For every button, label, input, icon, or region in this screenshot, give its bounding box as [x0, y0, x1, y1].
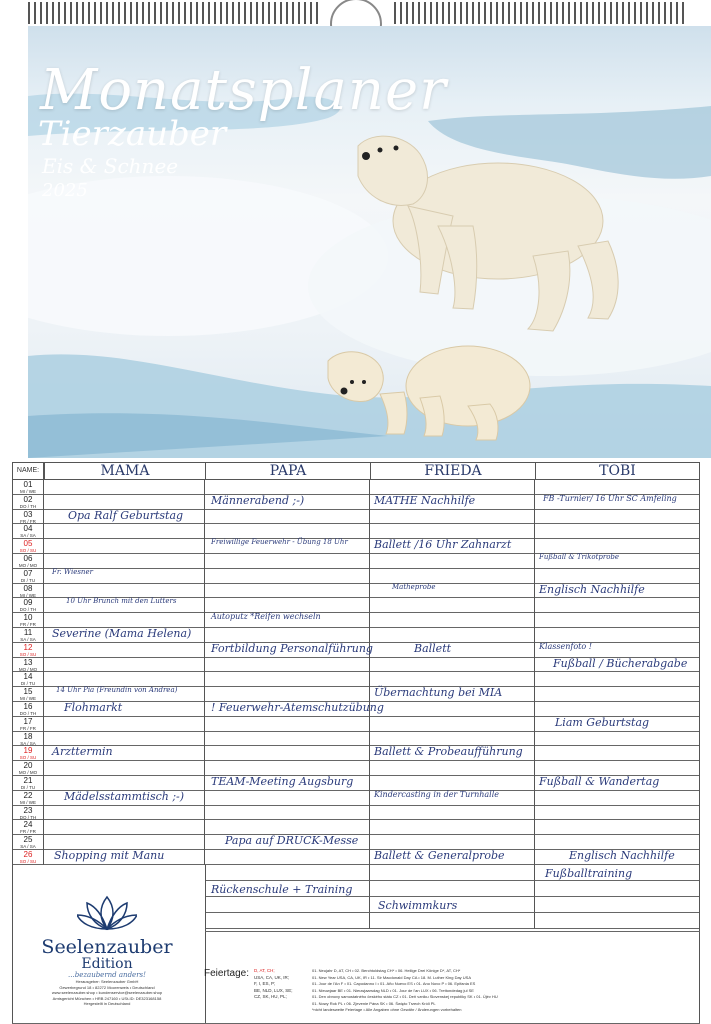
entry-cell-frieda[interactable]	[370, 554, 535, 569]
entry-cell-mama[interactable]	[44, 672, 205, 687]
day-number: 12	[23, 642, 33, 652]
day-number: 17	[23, 716, 33, 726]
entry-cell-frieda[interactable]	[370, 613, 535, 628]
entry-cell-frieda[interactable]	[370, 835, 535, 850]
name-header: NAME:	[12, 462, 44, 480]
day-number: 11	[23, 628, 33, 637]
day-cell	[12, 687, 44, 702]
holiday-code: BE, NLD, LUX, SE;	[254, 987, 293, 993]
day-cell	[12, 480, 44, 495]
planner-entry-tobi: FB -Turnier/ 16 Uhr SC Amfeling	[543, 493, 677, 503]
day-cell	[12, 746, 44, 761]
entry-cell-papa[interactable]	[205, 732, 370, 747]
entry-cell-tobi[interactable]	[535, 732, 700, 747]
day-cell	[12, 850, 44, 865]
weekday-label: DO / TH	[19, 814, 37, 820]
entry-cell-frieda[interactable]	[370, 510, 535, 525]
weekday-label: MO / MO	[18, 563, 38, 568]
day-number: 15	[23, 687, 33, 697]
entry-cell-papa[interactable]	[205, 510, 370, 525]
planner-entry-papa: Rückenschule + Training	[211, 882, 353, 896]
entry-cell-papa[interactable]	[205, 806, 370, 821]
publisher-logo	[32, 895, 182, 1020]
entry-cell-papa[interactable]	[205, 584, 370, 599]
day-cell	[12, 613, 44, 628]
entry-cell-tobi[interactable]	[535, 835, 700, 850]
entry-cell-mama[interactable]	[44, 806, 205, 821]
day-number: 13	[23, 657, 33, 667]
planner-entry-tobi: Fußballtraining	[545, 866, 633, 880]
planner-entry-tobi: Liam Geburtstag	[555, 715, 650, 729]
entry-cell-frieda[interactable]	[370, 806, 535, 821]
planner-entry-frieda: Ballett	[414, 641, 452, 655]
holiday-list	[312, 968, 697, 1014]
entry-cell-frieda[interactable]	[370, 761, 535, 776]
weekday-label: DI / TU	[20, 785, 36, 790]
holiday-line: *nicht landesweite Feiertage • Alle Angaben ohne Gewähr / Änderungen vorbehalten	[312, 1007, 462, 1012]
entry-cell-papa[interactable]	[205, 687, 370, 702]
court-line: Amtsgericht München • HRB 247160 • USt-ID: DE323168158	[52, 995, 162, 1001]
planner-entry-papa: Fortbildung Personalführung	[211, 641, 373, 655]
day-number: 01	[23, 480, 33, 489]
entry-cell-mama[interactable]	[44, 717, 205, 732]
day-row	[12, 524, 700, 539]
entry-cell-papa[interactable]	[205, 524, 370, 539]
entry-cell-mama[interactable]	[44, 835, 205, 850]
day-cell	[12, 628, 44, 643]
entry-cell-papa[interactable]	[205, 628, 370, 643]
day-number: 20	[23, 761, 33, 771]
entry-cell-tobi[interactable]	[535, 702, 700, 717]
entry-cell-tobi[interactable]	[535, 628, 700, 643]
day-cell	[12, 569, 44, 584]
day-number: 16	[23, 702, 33, 711]
day-cell	[12, 598, 44, 613]
day-row	[12, 569, 700, 584]
weekday-label: DI / TU	[20, 577, 36, 583]
weekday-label: DI / TU	[20, 681, 36, 687]
entry-cell-tobi[interactable]	[535, 598, 700, 613]
day-number: 04	[23, 524, 33, 534]
extra-cell[interactable]	[535, 897, 700, 913]
day-cell	[12, 658, 44, 673]
weekday-label: SA / SA	[20, 533, 36, 539]
entry-cell-frieda[interactable]	[370, 672, 535, 687]
entry-cell-papa[interactable]	[205, 717, 370, 732]
extra-cell[interactable]	[370, 881, 535, 897]
weekday-label: FR / FR	[20, 518, 36, 524]
entry-cell-tobi[interactable]	[535, 539, 700, 554]
planner-entry-papa: ! Feuerwehr-Atemschutzübung	[211, 701, 384, 714]
planner-entry-tobi: Fußball & Wandertag	[539, 775, 660, 788]
cover-subtitle-2: Eis & Schnee	[42, 154, 179, 178]
entry-cell-tobi[interactable]	[535, 510, 700, 525]
day-cell	[12, 732, 44, 747]
holiday-line: 01. Den obnovy samostatného českého státu CZ • 01. Deň vzniku Slovenskej republiky SK • 01. Újév HU	[312, 994, 498, 999]
day-row	[12, 746, 700, 761]
entry-cell-tobi[interactable]	[535, 806, 700, 821]
extra-cell[interactable]	[370, 865, 535, 881]
weekday-label: DO / TH	[19, 607, 37, 613]
brand-edition: Edition	[81, 956, 133, 972]
planner-entry-frieda: Ballett /16 Uhr Zahnarzt	[374, 538, 512, 552]
holiday-line: 01. Nowy Rok PL • 06. Zjevenie Pána SK • 06. Święto Trzech Króli PL	[312, 1000, 436, 1006]
entry-cell-mama[interactable]	[44, 554, 205, 569]
spiral-binding	[0, 0, 711, 28]
holiday-line: 01. New Year USA, CA, UK, IR • 11. Sir Macdonald Day CA • 18. M. Luther King Day USA	[312, 974, 472, 980]
entry-cell-papa[interactable]	[205, 554, 370, 569]
day-cell	[12, 835, 44, 850]
holiday-line: 01. Jour de l'An F • 01. Capodanno I • 01. Año Nuevo ES • 01. Ano Novo P • 06. Epifania ES	[312, 981, 476, 986]
column-header-tobi: TOBI	[535, 462, 700, 480]
day-cell	[12, 820, 44, 835]
planner-entry-mama: Flohmarkt	[64, 701, 123, 714]
holidays-label: Feiertage:	[204, 968, 250, 979]
publisher-line: Herausgeber: Seelenzauber GmbH	[75, 979, 139, 984]
brand-name: Seelenzauber	[41, 936, 173, 958]
entry-cell-frieda[interactable]	[370, 732, 535, 747]
day-number: 21	[23, 776, 33, 785]
planner-entry-tobi: Fußball & Trikotprobe	[539, 553, 620, 561]
entry-cell-mama[interactable]	[44, 658, 205, 673]
entry-cell-frieda[interactable]	[370, 480, 535, 495]
day-cell	[12, 554, 44, 569]
weekday-label: MI / WE	[20, 489, 36, 494]
day-number: 08	[23, 583, 33, 593]
day-cell	[12, 806, 44, 821]
entry-cell-papa[interactable]	[205, 672, 370, 687]
weekday-label: MI / WE	[20, 592, 36, 598]
planner-entry-frieda: Übernachtung bei MIA	[374, 686, 503, 700]
entry-cell-tobi[interactable]	[535, 569, 700, 584]
entry-cell-tobi[interactable]	[535, 791, 700, 806]
weekday-label: MO / MO	[18, 770, 38, 776]
planner-entry-tobi: Englisch Nachhilfe	[569, 849, 675, 862]
entry-cell-frieda[interactable]	[370, 643, 535, 658]
day-cell	[12, 702, 44, 717]
made-line: Hergestellt in Deutschland	[83, 1001, 131, 1006]
entry-cell-mama[interactable]	[44, 584, 205, 599]
planner-entry-mama: 10 Uhr Brunch mit den Lutters	[66, 597, 177, 606]
brand-tagline: ...bezaubernd anders!	[68, 971, 146, 979]
day-row	[12, 613, 700, 628]
entry-cell-papa[interactable]	[205, 569, 370, 584]
entry-cell-frieda[interactable]	[370, 658, 535, 673]
entry-cell-papa[interactable]	[205, 761, 370, 776]
day-number: 25	[23, 835, 33, 845]
entry-cell-papa[interactable]	[205, 658, 370, 673]
day-row	[12, 732, 700, 747]
entry-cell-tobi[interactable]	[535, 613, 700, 628]
day-number: 02	[23, 494, 33, 504]
entry-cell-mama[interactable]	[44, 732, 205, 747]
entry-cell-papa[interactable]	[205, 746, 370, 761]
holiday-code: F, I, ES, P;	[254, 981, 276, 986]
day-number: 05	[23, 539, 33, 549]
entry-cell-mama[interactable]	[44, 613, 205, 628]
entry-cell-papa[interactable]	[205, 791, 370, 806]
planner-entry-frieda: Ballett & Generalprobe	[374, 849, 505, 862]
day-number: 10	[23, 613, 33, 623]
day-row	[12, 672, 700, 687]
planner-entry-papa: Freiwillige Feuerwehr - Übung 18 Uhr	[211, 538, 348, 547]
entry-cell-mama[interactable]	[44, 776, 205, 791]
entry-cell-frieda[interactable]	[370, 717, 535, 732]
extra-cell[interactable]	[205, 865, 370, 881]
holiday-line: 01. Nieuwjaar BE • 01. Nieuwjaarsdag NLD • 01. Jour de l'an LUX • 06. Trettondedag jul SE	[312, 987, 474, 993]
holiday-country-codes	[254, 968, 306, 1001]
entry-cell-tobi[interactable]	[535, 480, 700, 495]
planner-entry-papa: Autoputz *Reifen wechseln	[211, 612, 321, 622]
planner-entry-frieda: Ballett & Probeaufführung	[374, 745, 523, 759]
entry-cell-tobi[interactable]	[535, 746, 700, 761]
weekday-label: DO / TH	[19, 711, 37, 716]
entry-cell-papa[interactable]	[205, 850, 370, 865]
entry-cell-mama[interactable]	[44, 539, 205, 554]
holiday-code: USA, CA, UK, IR;	[254, 974, 290, 980]
planner-entry-papa: Männerabend ;-)	[211, 493, 305, 507]
day-number: 23	[23, 805, 33, 815]
planner-entry-papa: TEAM-Meeting Augsburg	[211, 775, 354, 788]
day-row	[12, 761, 700, 776]
day-row	[12, 820, 700, 835]
day-cell	[12, 495, 44, 510]
day-cell	[12, 672, 44, 687]
weekday-label: SO / SU	[19, 548, 37, 554]
table-left-border	[12, 462, 13, 1024]
day-row	[12, 539, 700, 554]
day-cell	[12, 717, 44, 732]
column-header-papa: PAPA	[205, 462, 371, 480]
entry-cell-frieda[interactable]	[370, 569, 535, 584]
day-cell	[12, 539, 44, 554]
weekday-label: DO / TH	[19, 503, 37, 509]
entry-cell-mama[interactable]	[44, 643, 205, 658]
entry-cell-frieda[interactable]	[370, 598, 535, 613]
table-right-border	[699, 462, 700, 1024]
day-cell	[12, 776, 44, 791]
weekday-label: SO / SU	[19, 755, 37, 761]
entry-cell-mama[interactable]	[44, 761, 205, 776]
planner-entry-mama: Arzttermin	[52, 745, 113, 759]
entry-cell-frieda[interactable]	[370, 776, 535, 791]
day-number: 22	[23, 790, 33, 800]
extra-cell[interactable]	[205, 913, 370, 929]
address-line: Gewerbegrund 18 • 82272 Moorenweis • Deutschland	[59, 984, 155, 990]
weekday-label: MI / WE	[20, 696, 36, 702]
day-number: 09	[23, 598, 33, 608]
extra-cell[interactable]	[370, 913, 535, 929]
day-cell	[12, 510, 44, 525]
cover-photo	[28, 26, 711, 458]
weekday-label: MI / WE	[20, 799, 36, 805]
planner-entry-mama: Opa Ralf Geburtstag	[68, 508, 184, 522]
planner-entry-mama: Severine (Mama Helena)	[52, 627, 192, 640]
planner-entry-tobi: Fußball / Bücherabgabe	[553, 656, 688, 670]
day-cell	[12, 761, 44, 776]
day-row	[12, 480, 700, 495]
day-number: 07	[23, 568, 33, 578]
entry-cell-mama[interactable]	[44, 495, 205, 510]
entry-cell-tobi[interactable]	[535, 524, 700, 539]
planner-entry-frieda: MATHE Nachhilfe	[374, 493, 476, 507]
extra-cell[interactable]	[535, 881, 700, 897]
cover-subtitle: Tierzauber	[38, 114, 227, 154]
holiday-code: CZ, SK, HU, PL;	[254, 994, 287, 999]
day-number: 03	[23, 509, 33, 519]
planner-entry-mama: Fr. Wiesner	[52, 567, 93, 576]
column-header-mama: MAMA	[44, 462, 206, 480]
cover-title: Monatsplaner	[40, 58, 447, 123]
planner-entry-frieda: Matheprobe	[392, 582, 436, 591]
day-number: 19	[23, 746, 33, 756]
entry-cell-mama[interactable]	[44, 820, 205, 835]
lotus-icon	[77, 895, 137, 933]
footer-top-line	[205, 931, 700, 932]
day-number: 14	[23, 672, 33, 682]
entry-cell-papa[interactable]	[205, 598, 370, 613]
weekday-label: MO / MO	[18, 666, 38, 672]
holiday-code: D, AT, CH;	[254, 968, 275, 973]
planner-entry-mama: 14 Uhr Pia (Freundin von Andrea)	[56, 686, 178, 695]
day-cell	[12, 584, 44, 599]
extra-cell[interactable]	[535, 913, 700, 929]
weekday-label: SA / SA	[20, 637, 36, 642]
day-number: 06	[23, 554, 33, 563]
entry-cell-tobi[interactable]	[535, 687, 700, 702]
entry-cell-tobi[interactable]	[535, 761, 700, 776]
weekday-label: SO / SU	[19, 651, 37, 657]
planner-entry-frieda: Kindercasting in der Turnhalle	[374, 789, 500, 799]
entry-cell-mama[interactable]	[44, 524, 205, 539]
planner-entry-tobi: Englisch Nachhilfe	[539, 582, 645, 596]
entry-cell-frieda[interactable]	[370, 820, 535, 835]
entry-cell-tobi[interactable]	[535, 672, 700, 687]
weekday-label: SO / SU	[19, 859, 37, 864]
planner-entry-tobi: Klassenfoto !	[539, 641, 592, 651]
entry-cell-tobi[interactable]	[535, 820, 700, 835]
cover-year: 2025	[42, 180, 88, 201]
entry-cell-mama[interactable]	[44, 480, 205, 495]
weekday-label: SA / SA	[20, 740, 36, 746]
weekday-label: FR / FR	[20, 829, 36, 835]
entry-cell-papa[interactable]	[205, 820, 370, 835]
entry-cell-frieda[interactable]	[370, 702, 535, 717]
weekday-label: SA / SA	[20, 844, 36, 850]
day-number: 26	[23, 850, 33, 859]
planner-entry-mama: Mädelsstammtisch ;-)	[64, 789, 185, 803]
planner-entry-frieda: Schwimmkurs	[378, 898, 458, 912]
entry-cell-frieda[interactable]	[370, 628, 535, 643]
column-header-frieda: FRIEDA	[370, 462, 536, 480]
extra-cell[interactable]	[205, 897, 370, 913]
planner-entry-papa: Papa auf DRUCK-Messe	[225, 834, 359, 848]
weekday-label: FR / FR	[20, 622, 36, 628]
day-cell	[12, 791, 44, 806]
day-cell	[12, 524, 44, 539]
day-row	[12, 806, 700, 821]
day-number: 24	[23, 820, 33, 830]
holiday-line: 01. Neujahr D, AT, CH • 02. Berchtoldstag CH* • 06. Heilige Drei Könige D*, AT, CH*	[312, 968, 461, 973]
entry-cell-frieda[interactable]	[370, 524, 535, 539]
day-number: 18	[23, 731, 33, 741]
planner-entry-mama: Shopping mit Manu	[54, 849, 165, 862]
footer-divider	[205, 865, 206, 1024]
entry-cell-papa[interactable]	[205, 480, 370, 495]
weekday-label: FR / FR	[20, 725, 36, 731]
web-line: www.seelenzauber.shop • kundenservice@seelenzauber.shop	[51, 990, 163, 995]
day-cell	[12, 643, 44, 658]
